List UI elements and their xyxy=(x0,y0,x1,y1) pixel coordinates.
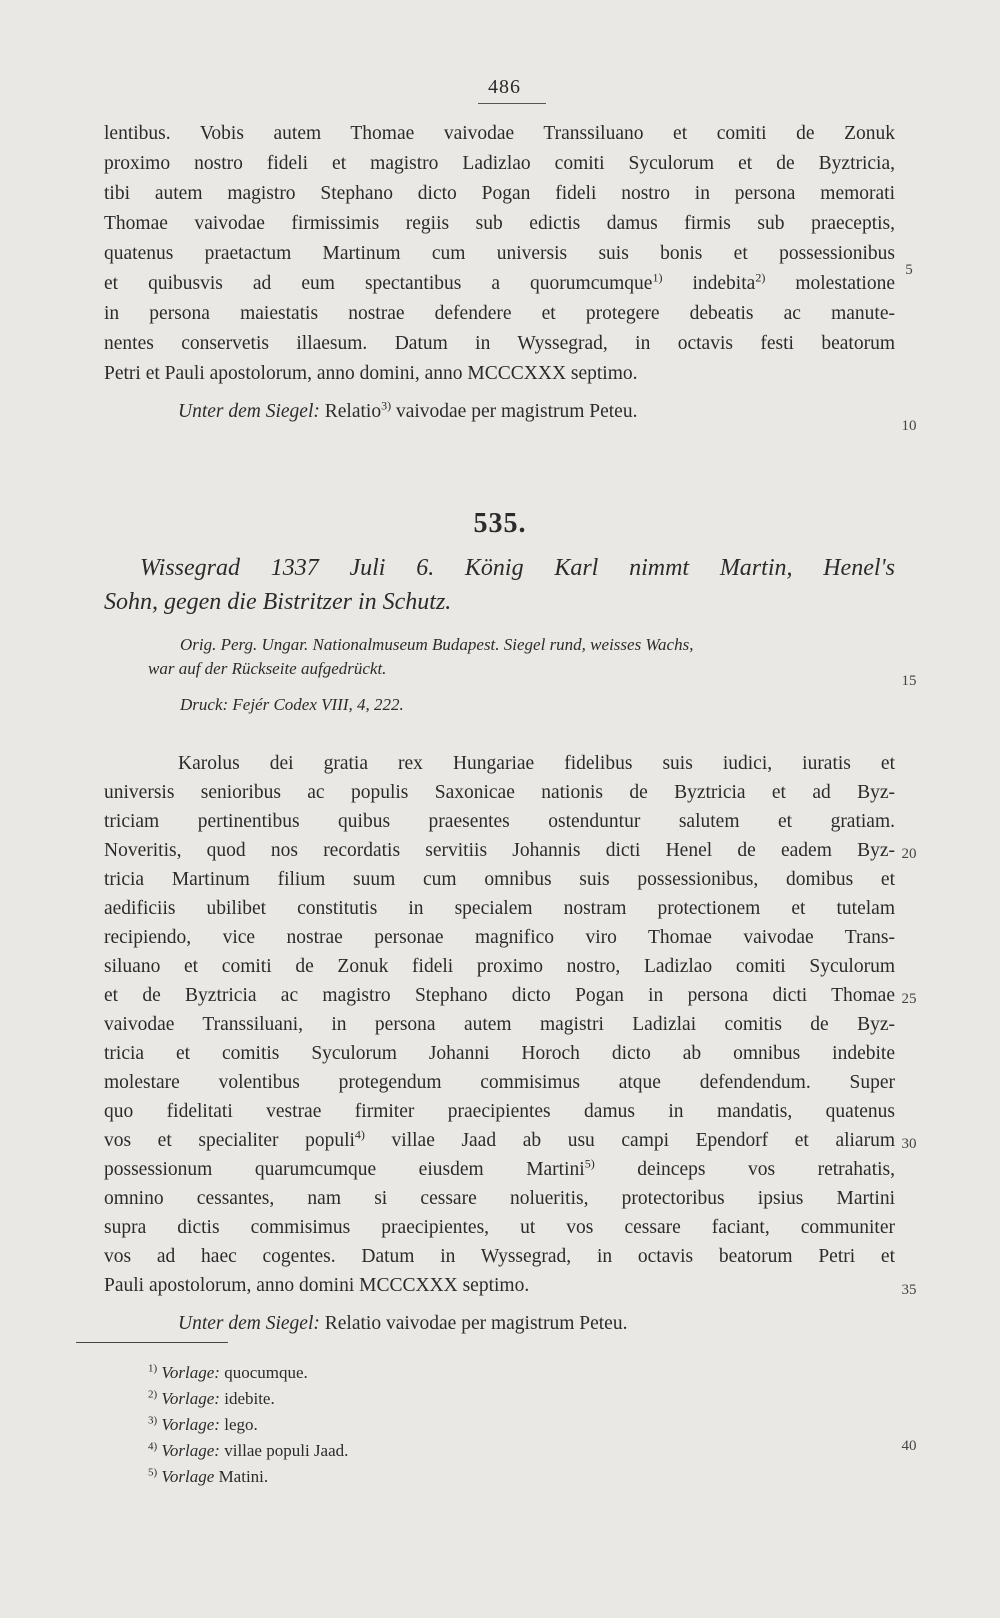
dating-label: Unter dem Siegel: xyxy=(178,401,320,422)
document-number: 535. xyxy=(473,508,527,539)
body-text-line: et de Byztricia ac magistro Stephano dicto Pogan in persona dicti Thomae xyxy=(104,985,895,1006)
margin-line-number: 35 xyxy=(901,1282,917,1298)
footnote xyxy=(148,1388,275,1410)
dating-text-a: Relatio xyxy=(324,401,382,422)
margin-line-number: 25 xyxy=(901,991,917,1007)
footnote-ref-3: 3) xyxy=(381,398,392,413)
footnote-text: lego. xyxy=(224,1415,258,1434)
footnote-ref-4: 4) xyxy=(354,1127,365,1142)
prev-text-line: lentibus. Vobis autem Thomae vaivodae Transsiluano et comiti de Zonuk xyxy=(104,123,895,144)
footnote-label: Vorlage: xyxy=(161,1389,220,1408)
body-text-line: tricia Martinum filium suum cum omnibus suis possessionibus, domibus et xyxy=(104,869,895,890)
footnote-mark: 2) xyxy=(148,1388,158,1401)
prev-line6-middle: indebita xyxy=(692,273,756,294)
body-text-line xyxy=(104,1129,895,1153)
body-text-line: quo fidelitati vestrae firmiter praecipientes damus in mandatis, quatenus xyxy=(104,1101,895,1122)
footnote-rule xyxy=(76,1342,228,1343)
prev-dating-note xyxy=(178,400,895,424)
body-text-line: vaivodae Transsiluani, in persona autem magistri Ladizlai comitis de Byz- xyxy=(104,1014,895,1035)
body-text-line: Noveritis, quod nos recordatis servitiis Johannis dicti Henel de eadem Byz- xyxy=(104,840,895,861)
prev-text-line: in persona maiestatis nostrae defendere et protegere debeatis ac manute- xyxy=(104,303,895,324)
margin-line-number: 5 xyxy=(905,262,913,278)
dating-text: Relatio vaivodae per magistrum Peteu. xyxy=(324,1313,628,1334)
margin-line-number: 10 xyxy=(901,418,917,434)
source-line: Orig. Perg. Ungar. Nationalmuseum Budapest. Siegel rund, weisses Wachs, xyxy=(180,635,694,654)
footnote xyxy=(148,1414,258,1436)
prev-line6-end: molestatione xyxy=(795,273,895,294)
prev-text-line: quatenus praetactum Martinum cum universis suis bonis et possessionibus xyxy=(104,243,895,264)
footnote-label: Vorlage xyxy=(161,1467,215,1486)
footnote-ref-5: 5) xyxy=(584,1156,595,1171)
body-text-line: molestare volentibus protegendum commisimus atque defendendum. Super xyxy=(104,1072,895,1093)
prev-text-line: nentes conservetis illaesum. Datum in Wyssegrad, in octavis festi beatorum xyxy=(104,333,895,354)
body-text-line: triciam pertinentibus quibus praesentes ostenduntur salutem et gratiam. xyxy=(104,811,895,832)
body-text-line: siluano et comiti de Zonuk fideli proximo nostro, Ladizlao comiti Syculorum xyxy=(104,956,895,977)
body-line14-start: vos et specialiter populi xyxy=(104,1130,355,1151)
print-reference: Druck: Fejér Codex VIII, 4, 222. xyxy=(180,695,404,714)
body-line14-end: villae Jaad ab usu campi Ependorf et aliarum xyxy=(391,1130,896,1151)
page-number: 486 xyxy=(488,76,521,98)
footnote-text: quocumque. xyxy=(224,1363,308,1382)
body-text-line: universis senioribus ac populis Saxonicae nationis de Byztricia et ad Byz- xyxy=(104,782,895,803)
footnote-text: idebite. xyxy=(224,1389,275,1408)
footnote xyxy=(148,1466,268,1488)
document-heading-line: Wissegrad 1337 Juli 6. König Karl nimmt Martin, Henel's xyxy=(140,555,895,581)
body-text-line: recipiendo, vice nostrae personae magnifico viro Thomae vaivodae Trans- xyxy=(104,927,895,948)
body-text-line: vos ad haec cogentes. Datum in Wyssegrad, in octavis beatorum Petri et xyxy=(104,1246,895,1267)
footnote-mark: 3) xyxy=(148,1414,158,1427)
body-text-line: tricia et comitis Syculorum Johanni Horoch dicto ab omnibus indebite xyxy=(104,1043,895,1064)
footnote-label: Vorlage: xyxy=(161,1441,220,1460)
body-text-line xyxy=(104,1158,895,1182)
body-text-line: omnino cessantes, nam si cessare nolueritis, protectoribus ipsius Martini xyxy=(104,1188,895,1209)
page-number-rule xyxy=(478,103,546,104)
margin-line-number: 30 xyxy=(901,1136,917,1152)
prev-text-line xyxy=(104,272,895,296)
footnote xyxy=(148,1440,348,1462)
footnote-label: Vorlage: xyxy=(161,1415,220,1434)
dating-label: Unter dem Siegel: xyxy=(178,1313,320,1334)
footnote-mark: 5) xyxy=(148,1466,158,1479)
dating-note xyxy=(178,1312,895,1336)
footnote-label: Vorlage: xyxy=(161,1363,220,1382)
footnote-mark: 4) xyxy=(148,1440,158,1453)
body-text-line: Pauli apostolorum, anno domini MCCCXXX septimo. xyxy=(104,1275,530,1296)
document-heading-line: Sohn, gegen die Bistritzer in Schutz. xyxy=(104,589,452,615)
body-line15-end: deinceps vos retrahatis, xyxy=(637,1159,895,1180)
footnote xyxy=(148,1362,308,1384)
body-line15-start: possessionum quarumcumque eiusdem Martini xyxy=(104,1159,585,1180)
margin-line-number: 40 xyxy=(901,1438,917,1454)
footnote-text: Matini. xyxy=(218,1467,269,1486)
body-text-line: Karolus dei gratia rex Hungariae fidelibus suis iudici, iuratis et xyxy=(178,753,895,774)
prev-text-line: proximo nostro fideli et magistro Ladizlao comiti Syculorum et de Byztricia, xyxy=(104,153,895,174)
body-text-line: supra dictis commisimus praecipientes, ut vos cessare faciant, communiter xyxy=(104,1217,895,1238)
footnote-ref-1: 1) xyxy=(652,270,663,285)
prev-text-line: Thomae vaivodae firmissimis regiis sub edictis damus firmis sub praeceptis, xyxy=(104,213,895,234)
dating-text-b: vaivodae per magistrum Peteu. xyxy=(395,401,638,422)
source-line: war auf der Rückseite aufgedrückt. xyxy=(148,659,387,678)
footnote-text: villae populi Jaad. xyxy=(224,1441,349,1460)
body-text-line: aedificiis ubilibet constitutis in specialem nostram protectionem et tutelam xyxy=(104,898,895,919)
footnote-mark: 1) xyxy=(148,1362,158,1375)
prev-text-line: Petri et Pauli apostolorum, anno domini, anno MCCCXXX septimo. xyxy=(104,363,638,384)
margin-line-number: 15 xyxy=(901,673,917,689)
footnote-ref-2: 2) xyxy=(755,270,766,285)
prev-text-line: tibi autem magistro Stephano dicto Pogan fideli nostro in persona memorati xyxy=(104,183,895,204)
prev-line6-start: et quibusvis ad eum spectantibus a quorumcumque xyxy=(104,273,653,294)
margin-line-number: 20 xyxy=(901,846,917,862)
